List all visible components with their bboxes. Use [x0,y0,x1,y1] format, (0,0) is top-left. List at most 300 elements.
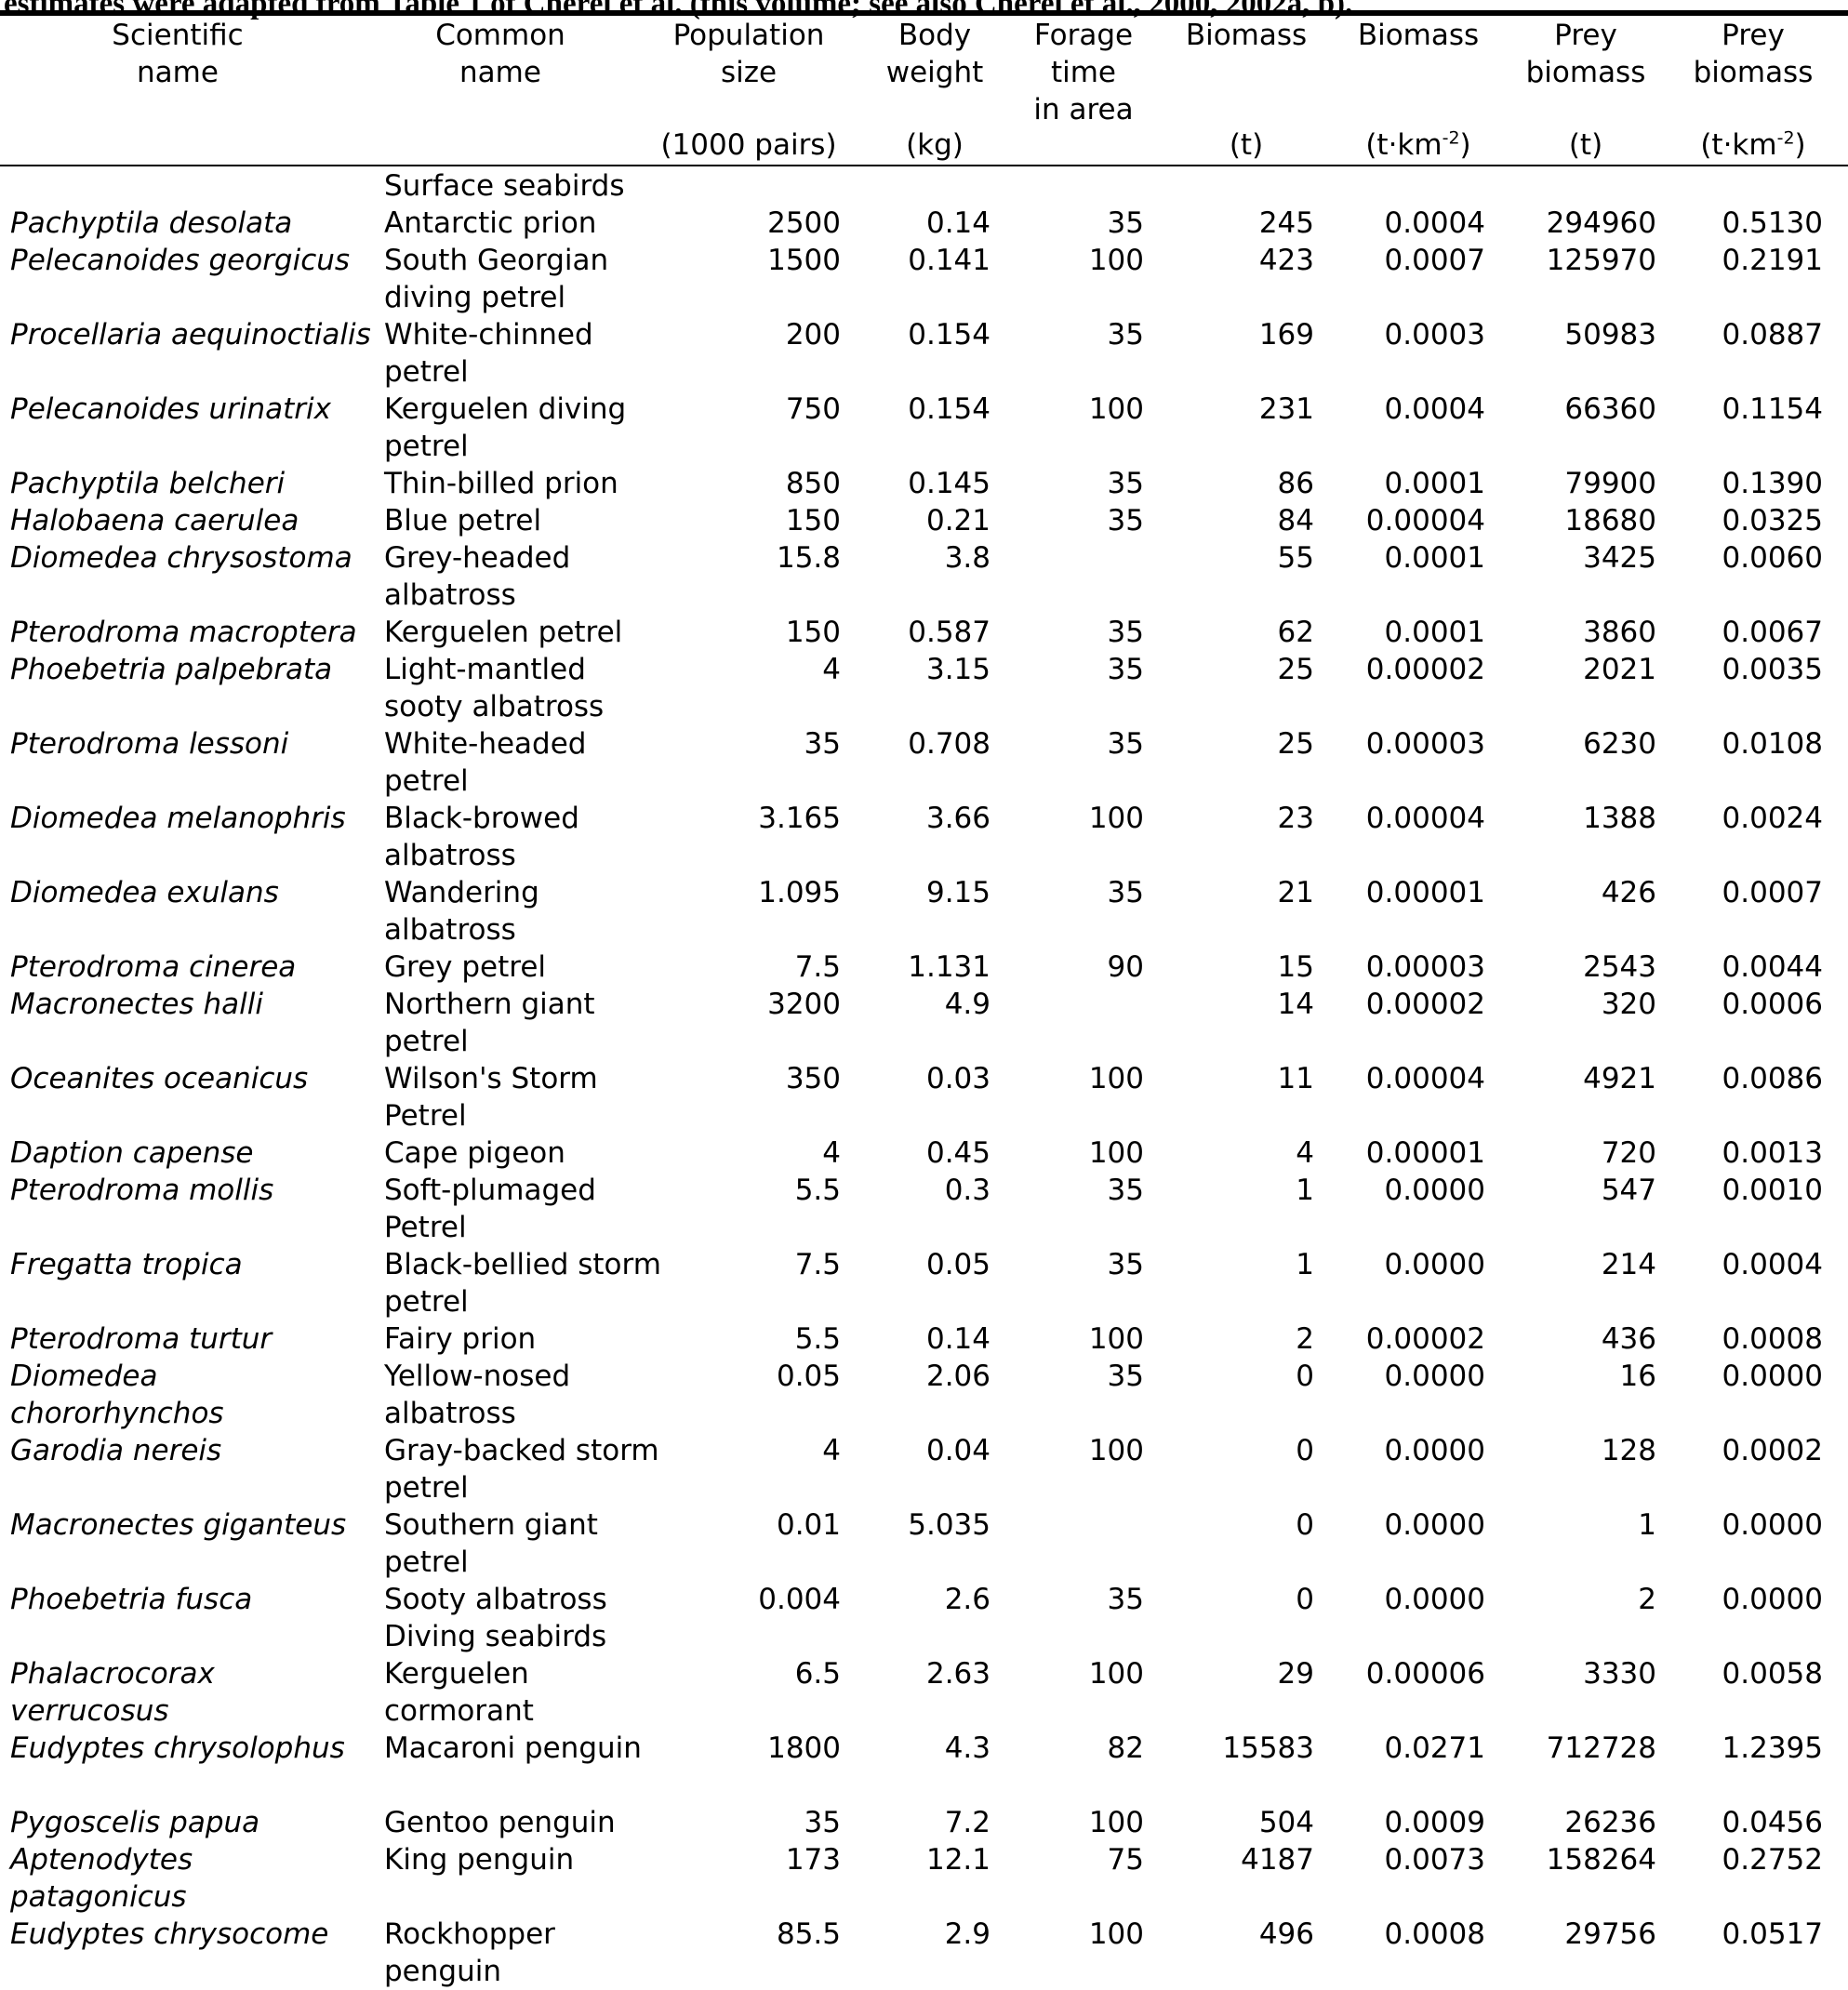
prey-biomass-cell: 29756 [1564,1917,1656,1951]
section-label: Surface seabirds [384,169,625,203]
table-row [0,539,1848,614]
biomass-cell: 0 [1296,1583,1314,1616]
table-row [0,874,1848,949]
scientific-name-cell: Pachyptila desolata [10,206,293,240]
scientific-name-cell: Phoebetria palpebrata [10,653,333,686]
body-weight-cell: 4.3 [944,1731,990,1765]
table-row [0,1060,1848,1134]
forage-time-cell: 35 [1107,206,1144,240]
prey-biomass-cell: 125970 [1546,244,1656,277]
prey-biomass-density-cell: 0.0035 [1722,653,1823,686]
population-cell: 7.5 [794,950,841,984]
common-name-cell: Grey-headed albatross [384,541,571,612]
population-cell: 3.165 [758,802,841,835]
prey-biomass-density-cell: 0.0007 [1722,876,1823,909]
biomass-density-cell: 0.0009 [1384,1806,1485,1839]
prey-biomass-density-cell: 0.0000 [1722,1583,1823,1616]
biomass-density-cell: 0.00002 [1365,653,1485,686]
common-name-cell: Cape pigeon [384,1136,565,1170]
prey-biomass-density-cell: 0.0000 [1722,1508,1823,1542]
forage-time-cell: 100 [1088,1322,1144,1356]
table-row [0,1655,1848,1730]
forage-time-cell: 35 [1107,318,1144,352]
body-weight-cell: 2.63 [925,1657,990,1691]
biomass-cell: 62 [1277,616,1314,649]
table-row [0,1432,1848,1506]
unit-body-weight: (kg) [906,128,964,162]
scientific-name-cell: Pterodroma lessoni [10,727,289,761]
prey-biomass-density-cell: 0.0108 [1722,727,1823,761]
forage-time-cell: 82 [1107,1731,1144,1765]
biomass-density-cell: 0.00003 [1365,727,1485,761]
biomass-cell: 21 [1277,876,1314,909]
prey-biomass-density-cell: 0.0002 [1722,1434,1823,1467]
body-weight-cell: 0.03 [925,1062,990,1095]
biomass-density-cell: 0.00004 [1365,504,1485,537]
prey-biomass-density-cell: 0.2191 [1722,244,1823,277]
body-weight-cell: 5.035 [908,1508,990,1542]
prey-biomass-cell: 214 [1601,1248,1656,1281]
common-name-cell: Blue petrel [384,504,542,537]
population-cell: 1500 [767,244,841,277]
header-prey-biomass-t: Prey biomass [1525,19,1646,89]
scientific-name-cell: Oceanites oceanicus [10,1062,309,1095]
unit-population: (1000 pairs) [660,128,837,162]
biomass-cell: 1 [1296,1174,1314,1207]
table-row [0,1730,1848,1804]
prey-biomass-cell: 547 [1601,1174,1656,1207]
biomass-density-cell: 0.0000 [1384,1434,1485,1467]
table-row [0,725,1848,800]
body-weight-cell: 4.9 [944,988,990,1021]
prey-biomass-cell: 4921 [1583,1062,1656,1095]
table-row [0,1320,1848,1358]
biomass-density-cell: 0.00004 [1365,1062,1485,1095]
prey-biomass-cell: 3860 [1583,616,1656,649]
scientific-name-cell: Phoebetria fusca [10,1583,253,1616]
prey-biomass-density-cell: 0.0024 [1722,802,1823,835]
forage-time-cell: 35 [1107,467,1144,500]
biomass-density-cell: 0.0000 [1384,1174,1485,1207]
prey-biomass-density-cell: 0.0887 [1722,318,1823,352]
body-weight-cell: 2.6 [944,1583,990,1616]
population-cell: 150 [785,504,841,537]
body-weight-cell: 12.1 [925,1843,990,1877]
forage-time-cell: 100 [1088,1657,1144,1691]
top-rule [0,10,1848,16]
body-weight-cell: 3.66 [925,802,990,835]
prey-biomass-cell: 158264 [1546,1843,1656,1877]
scientific-name-cell: Eudyptes chrysocome [10,1917,329,1951]
prey-biomass-cell: 66360 [1564,392,1656,426]
biomass-density-cell: 0.0008 [1384,1917,1485,1951]
body-weight-cell: 0.14 [925,1322,990,1356]
body-weight-cell: 0.04 [925,1434,990,1467]
biomass-cell: 55 [1277,541,1314,575]
body-weight-cell: 0.14 [925,206,990,240]
biomass-cell: 15583 [1222,1731,1314,1765]
population-cell: 850 [785,467,841,500]
forage-time-cell: 100 [1088,1434,1144,1467]
population-cell: 15.8 [776,541,841,575]
body-weight-cell: 2.9 [944,1917,990,1951]
biomass-cell: 29 [1277,1657,1314,1691]
common-name-cell: Northern giant petrel [384,988,595,1058]
biomass-cell: 504 [1258,1806,1314,1839]
biomass-density-cell: 0.0004 [1384,392,1485,426]
prey-biomass-density-cell: 0.1154 [1722,392,1823,426]
biomass-cell: 0 [1296,1360,1314,1393]
common-name-cell: Rockhopper penguin [384,1917,555,1988]
population-cell: 1.095 [758,876,841,909]
biomass-density-cell: 0.0007 [1384,244,1485,277]
common-name-cell: Black-bellied storm petrel [384,1248,661,1319]
header-biomass-t: Biomass [1185,19,1308,52]
prey-biomass-density-cell: 0.0013 [1722,1136,1823,1170]
table-row [0,1246,1848,1320]
prey-biomass-cell: 6230 [1583,727,1656,761]
biomass-density-cell: 0.0001 [1384,467,1485,500]
biomass-cell: 84 [1277,504,1314,537]
population-cell: 35 [804,1806,841,1839]
body-weight-cell: 0.587 [908,616,990,649]
population-cell: 35 [804,727,841,761]
forage-time-cell: 35 [1107,653,1144,686]
biomass-density-cell: 0.0001 [1384,616,1485,649]
body-weight-cell: 0.145 [908,467,990,500]
prey-biomass-density-cell: 0.0086 [1722,1062,1823,1095]
scientific-name-cell: Halobaena caerulea [10,504,299,537]
section-row [0,167,1848,205]
forage-time-cell: 35 [1107,504,1144,537]
forage-time-cell: 35 [1107,1583,1144,1616]
common-name-cell: Kerguelen diving petrel [384,392,627,463]
table-row [0,502,1848,539]
biomass-cell: 25 [1277,653,1314,686]
forage-time-cell: 35 [1107,1174,1144,1207]
biomass-cell: 14 [1277,988,1314,1021]
forage-time-cell: 35 [1107,876,1144,909]
biomass-density-cell: 0.0271 [1384,1731,1485,1765]
scientific-name-cell: Diomedea chrysostoma [10,541,352,575]
common-name-cell: Macaroni penguin [384,1731,642,1765]
population-cell: 0.05 [776,1360,841,1393]
header-population-size: Population size [672,19,825,89]
population-cell: 4 [822,1136,841,1170]
common-name-cell: Wandering albatross [384,876,539,947]
body-weight-cell: 2.06 [925,1360,990,1393]
scientific-name-cell: Phalacrocorax verrucosus [10,1657,215,1728]
biomass-density-cell: 0.00006 [1365,1657,1485,1691]
population-cell: 350 [785,1062,841,1095]
biomass-cell: 11 [1277,1062,1314,1095]
scientific-name-cell: Diomedea melanophris [10,802,346,835]
common-name-cell: Gentoo penguin [384,1806,616,1839]
body-weight-cell: 3.15 [925,653,990,686]
population-cell: 4 [822,1434,841,1467]
prey-biomass-density-cell: 0.0456 [1722,1806,1823,1839]
common-name-cell: Yellow-nosed albatross [384,1360,571,1430]
body-weight-cell: 0.708 [908,727,990,761]
table-row [0,1358,1848,1432]
prey-biomass-density-cell: 0.0517 [1722,1917,1823,1951]
forage-time-cell: 35 [1107,616,1144,649]
scientific-name-cell: Diomedea exulans [10,876,279,909]
biomass-density-cell: 0.0003 [1384,318,1485,352]
unit-prey-biomass-density: $(t\cdot km^{-2})$ [1700,127,1806,162]
header-rule [0,165,1848,166]
table-row [0,986,1848,1060]
forage-time-cell: 100 [1088,1806,1144,1839]
forage-time-cell: 90 [1107,950,1144,984]
prey-biomass-cell: 26236 [1564,1806,1656,1839]
table-row [0,242,1848,316]
scientific-name-cell: Daption capense [10,1136,254,1170]
biomass-density-cell: 0.0001 [1384,541,1485,575]
population-cell: 6.5 [794,1657,841,1691]
prey-biomass-cell: 712728 [1546,1731,1656,1765]
table-row [0,1134,1848,1172]
scientific-name-cell: Aptenodytes patagonicus [10,1843,193,1914]
biomass-density-cell: 0.0000 [1384,1583,1485,1616]
table-row [0,614,1848,651]
population-cell: 173 [785,1843,841,1877]
population-cell: 4 [822,653,841,686]
biomass-density-cell: 0.00002 [1365,1322,1485,1356]
forage-time-cell: 35 [1107,1360,1144,1393]
biomass-cell: 423 [1258,244,1314,277]
scientific-name-cell: Pterodroma mollis [10,1174,274,1207]
biomass-cell: 0 [1296,1508,1314,1542]
body-weight-cell: 9.15 [925,876,990,909]
biomass-density-cell: 0.0004 [1384,206,1485,240]
table-row [0,800,1848,874]
biomass-density-cell: 0.00004 [1365,802,1485,835]
forage-time-cell: 100 [1088,1917,1144,1951]
prey-biomass-cell: 1388 [1583,802,1656,835]
population-cell: 7.5 [794,1248,841,1281]
prey-biomass-cell: 294960 [1546,206,1656,240]
forage-time-cell: 100 [1088,802,1144,835]
population-cell: 1800 [767,1731,841,1765]
forage-time-cell: 100 [1088,1062,1144,1095]
common-name-cell: Antarctic prion [384,206,597,240]
prey-biomass-cell: 436 [1601,1322,1656,1356]
population-cell: 5.5 [794,1322,841,1356]
table-row [0,316,1848,391]
common-name-cell: Kerguelen petrel [384,616,623,649]
scientific-name-cell: Diomedea chororhynchos [10,1360,224,1430]
header-common-name: Common name [435,19,565,89]
prey-biomass-cell: 16 [1619,1360,1656,1393]
biomass-density-cell: 0.0000 [1384,1360,1485,1393]
unit-biomass-density: $(t\cdot km^{-2})$ [1365,127,1471,162]
prey-biomass-cell: 3425 [1583,541,1656,575]
biomass-density-cell: 0.0000 [1384,1508,1485,1542]
common-name-cell: Thin-billed prion [384,467,618,500]
header-scientific-name: Scientific name [112,19,244,89]
body-weight-cell: 3.8 [944,541,990,575]
scientific-name-cell: Pterodroma macroptera [10,616,357,649]
scientific-name-cell: Pelecanoides urinatrix [10,392,331,426]
table-row [0,465,1848,502]
table-header [0,17,1848,164]
prey-biomass-density-cell: 0.1390 [1722,467,1823,500]
table-row [0,651,1848,725]
population-cell: 200 [785,318,841,352]
forage-time-cell: 35 [1107,727,1144,761]
population-cell: 3200 [767,988,841,1021]
prey-biomass-density-cell: 0.0058 [1722,1657,1823,1691]
biomass-cell: 496 [1258,1917,1314,1951]
population-cell: 2500 [767,206,841,240]
prey-biomass-cell: 128 [1601,1434,1656,1467]
common-name-cell: Sooty albatross [384,1583,607,1616]
common-name-cell: White-chinned petrel [384,318,593,389]
biomass-density-cell: 0.00001 [1365,876,1485,909]
population-cell: 750 [785,392,841,426]
body-weight-cell: 0.141 [908,244,990,277]
biomass-cell: 169 [1258,318,1314,352]
prey-biomass-cell: 320 [1601,988,1656,1021]
forage-time-cell: 100 [1088,244,1144,277]
table-row [0,205,1848,242]
common-name-cell: Gray-backed storm petrel [384,1434,659,1505]
common-name-cell: Fairy prion [384,1322,537,1356]
scientific-name-cell: Pachyptila belcheri [10,467,286,500]
body-weight-cell: 0.154 [908,318,990,352]
prey-biomass-density-cell: 0.0000 [1722,1360,1823,1393]
section-label: Diving seabirds [384,1620,607,1653]
biomass-cell: 25 [1277,727,1314,761]
body-weight-cell: 0.05 [925,1248,990,1281]
scientific-name-cell: Pterodroma cinerea [10,950,297,984]
prey-biomass-cell: 50983 [1564,318,1656,352]
body-weight-cell: 0.21 [925,504,990,537]
table-row [0,1506,1848,1581]
prey-biomass-cell: 2021 [1583,653,1656,686]
table-row [0,1916,1848,1990]
biomass-density-cell: 0.00002 [1365,988,1485,1021]
table-body [0,167,1848,1990]
body-weight-cell: 1.131 [908,950,990,984]
scientific-name-cell: Fregatta tropica [10,1248,243,1281]
scientific-name-cell: Macronectes giganteus [10,1508,347,1542]
body-weight-cell: 7.2 [944,1806,990,1839]
body-weight-cell: 0.45 [925,1136,990,1170]
body-weight-cell: 0.3 [944,1174,990,1207]
scientific-name-cell: Pelecanoides georgicus [10,244,351,277]
prey-biomass-density-cell: 0.0325 [1722,504,1823,537]
population-cell: 5.5 [794,1174,841,1207]
biomass-cell: 23 [1277,802,1314,835]
prey-biomass-density-cell: 0.0006 [1722,988,1823,1021]
prey-biomass-density-cell: 0.0060 [1722,541,1823,575]
prey-biomass-density-cell: 0.0008 [1722,1322,1823,1356]
common-name-cell: South Georgian diving petrel [384,244,609,314]
forage-time-cell: 100 [1088,392,1144,426]
table-row [0,1804,1848,1841]
prey-biomass-density-cell: 1.2395 [1722,1731,1823,1765]
biomass-cell: 2 [1296,1322,1314,1356]
table-row [0,1172,1848,1246]
common-name-cell: Wilson's Storm Petrel [384,1062,598,1133]
biomass-cell: 1 [1296,1248,1314,1281]
prey-biomass-cell: 720 [1601,1136,1656,1170]
forage-time-cell: 100 [1088,1136,1144,1170]
biomass-cell: 231 [1258,392,1314,426]
header-forage-time: Forage time in area [1033,19,1134,126]
table-row [0,949,1848,986]
header-prey-biomass-density: Prey biomass [1693,19,1814,89]
population-cell: 0.004 [758,1583,841,1616]
population-cell: 85.5 [776,1917,841,1951]
biomass-cell: 0 [1296,1434,1314,1467]
common-name-cell: King penguin [384,1843,575,1877]
scientific-name-cell: Procellaria aequinoctialis [10,318,371,352]
body-weight-cell: 0.154 [908,392,990,426]
prey-biomass-density-cell: 0.0067 [1722,616,1823,649]
population-cell: 150 [785,616,841,649]
forage-time-cell: 35 [1107,1248,1144,1281]
scientific-name-cell: Garodia nereis [10,1434,222,1467]
biomass-density-cell: 0.0073 [1384,1843,1485,1877]
biomass-density-cell: 0.0000 [1384,1248,1485,1281]
section-row [0,1618,1848,1655]
prey-biomass-cell: 3330 [1583,1657,1656,1691]
common-name-cell: Grey petrel [384,950,547,984]
prey-biomass-cell: 426 [1601,876,1656,909]
biomass-density-cell: 0.00003 [1365,950,1485,984]
biomass-cell: 86 [1277,467,1314,500]
prey-biomass-cell: 2 [1638,1583,1656,1616]
biomass-density-cell: 0.00001 [1365,1136,1485,1170]
common-name-cell: Black-browed albatross [384,802,579,872]
prey-biomass-cell: 2543 [1583,950,1656,984]
scientific-name-cell: Eudyptes chrysolophus [10,1731,345,1765]
biomass-cell: 4 [1296,1136,1314,1170]
unit-biomass-t: (t) [1229,128,1264,162]
scientific-name-cell: Pygoscelis papua [10,1806,260,1839]
header-body-weight: Body weight [885,19,984,89]
scientific-name-cell: Pterodroma turtur [10,1322,273,1356]
common-name-cell: White-headed petrel [384,727,587,798]
biomass-cell: 4187 [1241,1843,1314,1877]
table-row [0,1581,1848,1618]
table-row [0,391,1848,465]
common-name-cell: Kerguelen cormorant [384,1657,534,1728]
biomass-cell: 245 [1258,206,1314,240]
biomass-cell: 15 [1277,950,1314,984]
common-name-cell: Soft-plumaged Petrel [384,1174,596,1244]
prey-biomass-density-cell: 0.0004 [1722,1248,1823,1281]
prey-biomass-cell: 18680 [1564,504,1656,537]
common-name-cell: Southern giant petrel [384,1508,598,1579]
prey-biomass-density-cell: 0.2752 [1722,1843,1823,1877]
prey-biomass-cell: 79900 [1564,467,1656,500]
population-cell: 0.01 [776,1508,841,1542]
prey-biomass-density-cell: 0.0044 [1722,950,1823,984]
header-biomass-density: Biomass [1357,19,1480,52]
common-name-cell: Light-mantled sooty albatross [384,653,605,723]
unit-prey-biomass-t: (t) [1568,128,1603,162]
scientific-name-cell: Macronectes halli [10,988,263,1021]
prey-biomass-density-cell: 0.5130 [1722,206,1823,240]
prey-biomass-cell: 1 [1638,1508,1656,1542]
table-row [0,1841,1848,1916]
forage-time-cell: 75 [1107,1843,1144,1877]
prey-biomass-density-cell: 0.0010 [1722,1174,1823,1207]
